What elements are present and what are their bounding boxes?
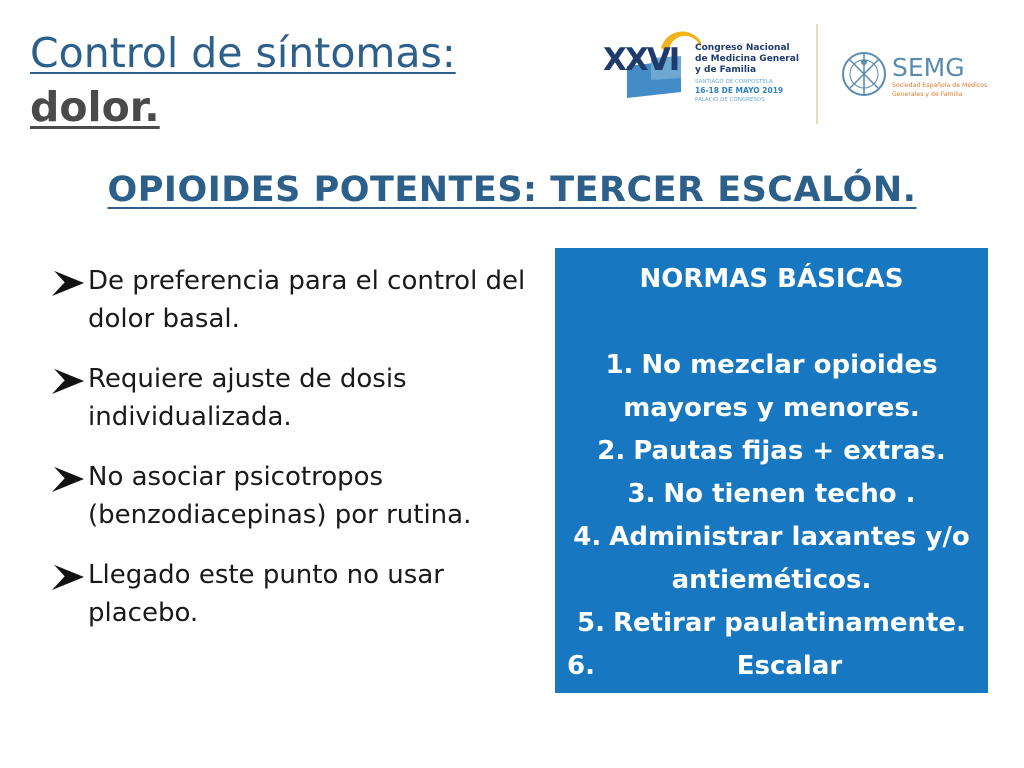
list-item <box>50 262 540 338</box>
semg-tagline-1: Sociedad Española de Médicos <box>892 82 988 89</box>
list-item <box>50 556 540 632</box>
norm-number: 2. <box>597 436 626 466</box>
bullet-text: De preferencia para el control del dolor basal. <box>88 266 526 334</box>
norm-number: 6. <box>567 651 595 681</box>
arrow-bullet-icon <box>50 559 86 595</box>
arrow-bullet-icon <box>50 265 86 301</box>
arrow-bullet-icon <box>50 363 86 399</box>
norm-text: Administrar laxantes y/o antieméticos. <box>609 522 970 595</box>
norm-text: Escalar progresivamente. <box>659 651 920 724</box>
semg-emblem-icon <box>843 53 885 95</box>
norm-item <box>567 344 976 430</box>
semg-name: SEMG <box>892 53 965 82</box>
semg-tagline-2: Generales y de Familia <box>892 91 963 98</box>
norm-item <box>567 473 976 516</box>
arrow-bullet-icon <box>50 461 86 497</box>
title-line-1: Control de síntomas: <box>30 29 456 77</box>
norms-title: NORMAS BÁSICAS <box>639 264 904 294</box>
norm-text: Retirar paulatinamente. <box>613 608 966 638</box>
norm-item <box>567 430 976 473</box>
norm-number: 4. <box>573 522 602 552</box>
norm-number: 3. <box>627 479 656 509</box>
congress-name-1: Congreso Nacional <box>695 43 790 53</box>
bullet-text: Requiere ajuste de dosis individualizada. <box>88 364 407 432</box>
logo-divider <box>816 24 818 124</box>
section-subtitle: OPIOIDES POTENTES: TERCER ESCALÓN. <box>107 170 917 210</box>
norms-box <box>555 248 988 724</box>
page-title <box>30 26 550 134</box>
norm-text: No tienen techo . <box>663 479 916 509</box>
semg-logo <box>840 46 990 102</box>
norm-text: Pautas fijas + extras. <box>633 436 946 466</box>
norm-item <box>567 645 976 731</box>
list-item <box>50 458 540 534</box>
bullet-text: Llegado este punto no usar placebo. <box>88 560 444 628</box>
norm-number: 1. <box>605 350 634 380</box>
congress-dates: 16-18 DE MAYO 2019 <box>695 86 784 95</box>
norm-text: No mezclar opioides mayores y menores. <box>623 350 938 423</box>
norm-number: 5. <box>577 608 606 638</box>
norm-item <box>567 602 976 645</box>
list-item <box>50 360 540 436</box>
congress-name-3: y de Familia <box>695 65 757 75</box>
congress-logo <box>603 28 803 103</box>
congress-city: SANTIAGO DE COMPOSTELA <box>695 79 773 85</box>
congress-name-2: de Medicina General <box>695 54 799 64</box>
congress-numeral: XXVI <box>603 42 679 78</box>
bullet-text: No asociar psicotropos (benzodiacepinas) por rutina. <box>88 462 472 530</box>
norm-item <box>567 516 976 602</box>
congress-venue: PALACIO DE CONGRESOS <box>695 97 765 103</box>
bullet-list <box>50 262 540 654</box>
title-line-2: dolor. <box>30 83 160 131</box>
